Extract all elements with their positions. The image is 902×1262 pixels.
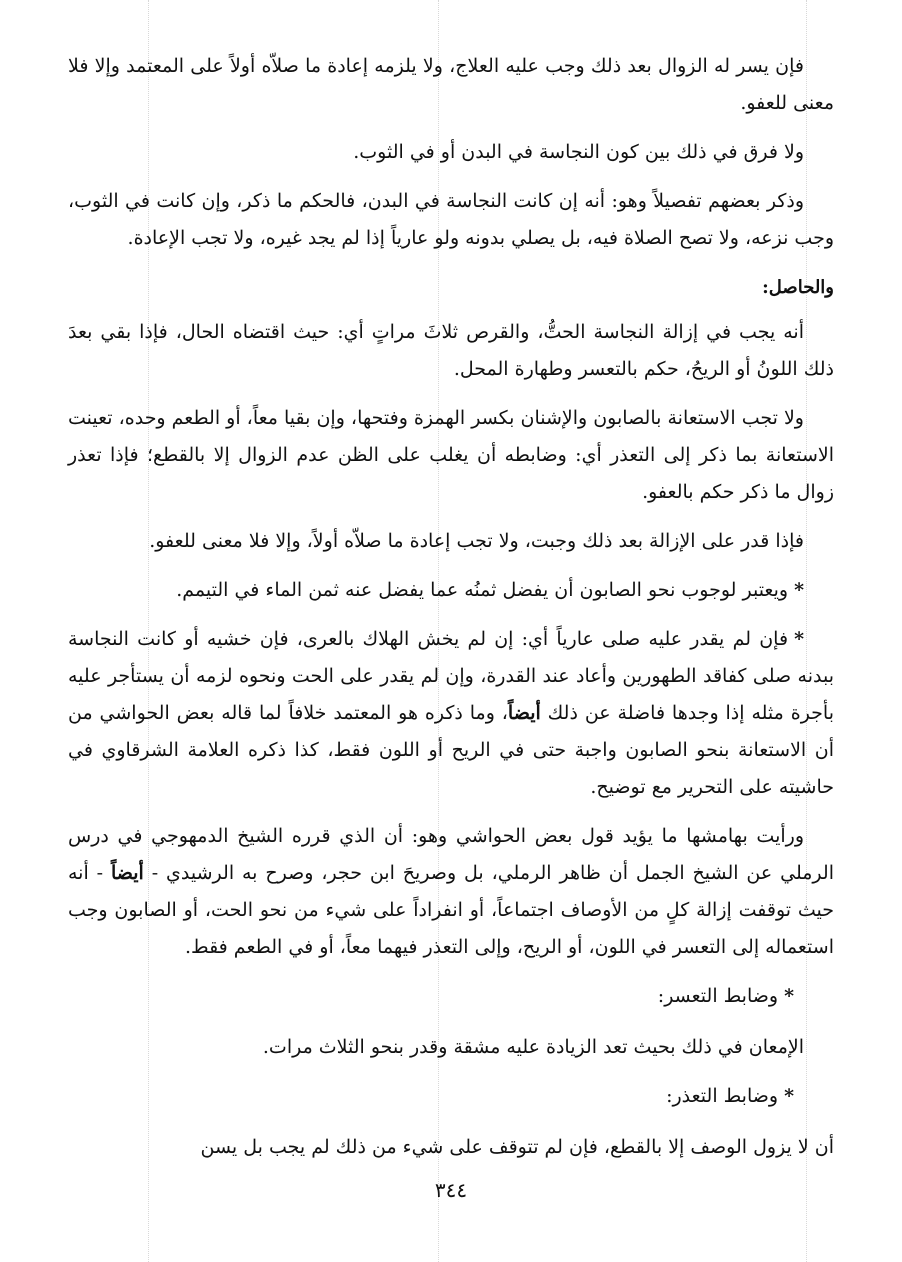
paragraph-7 [68,818,834,966]
paragraph-3: وذكر بعضهم تفصيلاً وهو: أنه إن كانت النجاسة في البدن، فالحكم ما ذكر، وإن كانت في الثوب، وجب نزعه، ولا تصح الصلاة فيه، بل يصلي بدونه ولو عارياً إذا لم يجد غيره، ولا تجب الإعادة. [68,190,834,249]
section-body-tasur: الإمعان في ذلك بحيث تعد الزيادة عليه مشقة وقدر بنحو الثلاث مرات. [262,1036,804,1058]
paragraph-6: فإذا قدر على الإزالة بعد ذلك وجبت، ولا تجب إعادة ما صلاّه أولاً، وإلا فلا معنى للعفو. [149,530,804,552]
starred-text: ويعتبر لوجوب نحو الصابون أن يفضل ثمنُه عما يفضل عنه ثمن الماء في التيمم. [176,579,789,601]
section-title-tasur [68,978,834,1015]
paragraph-5: ولا تجب الاستعانة بالصابون والإشنان بكسر الهمزة وفتحها، وإن بقيا معاً، أو الطعم وحده، تعينت الاستعانة بما ذكر إلى التعذر أي: وضابطه أن يغلب على الظن عدم الزوال إلا بالقطع؛ فإذا تعذر زوال ما ذكر حكم بالعفو. [68,407,834,503]
star-marker: * [784,1085,794,1107]
starred-text-before: فإن لم يقدر عليه صلى عارياً أي: إن لم يخش الهلاك بالعرى، فإن خشيه أو كانت النجاسة ببدنه صلى كفاقد الطهورين وأعاد عند القدرة، وإن لم يقدر على الحت ونحوه لزمه أن يستأجر عليه بأجرة مثله إذا وجدها فاضلة عن ذلك [68,628,834,724]
star-marker: * [794,628,804,650]
emphasis-word: أيضاً [507,702,541,724]
section-title-text: وضابط التعسر: [657,985,779,1007]
section-title-text: وضابط التعذر: [666,1085,779,1107]
paragraph-7-after: - أنه حيث توقفت إزالة كلٍ من الأوصاف اجتماعاً، أو انفراداً على شيء من نحو الحت، أو الصابون وجب استعماله إلى التعسر في اللون، أو الريح، وإلى التعذر فيهما معاً، أو في الطعم فقط. [68,862,834,958]
section-title-taadhur [68,1078,834,1115]
starred-paragraph-2 [68,621,834,806]
paragraph-2: ولا فرق في ذلك بين كون النجاسة في البدن أو في الثوب. [353,141,804,163]
paragraph-7-before: ورأيت بهامشها ما يؤيد قول بعض الحواشي وهو: أن الذي قرره الشيخ الدمهوجي في درس الرملي عن الشيخ الجمل أن ظاهر الرملي، بل وصريحَ ابن حجر، وصرح به الرشيدي - [68,825,834,884]
starred-paragraph-1 [68,572,834,609]
paragraph-1: فإن يسر له الزوال بعد ذلك وجب عليه العلاج، ولا يلزمه إعادة ما صلاّه أولاً على المعتمد وإلا فلا معنى للعفو. [68,55,834,114]
page-number: ٣٤٤ [434,1178,468,1202]
star-marker: * [794,579,804,601]
section-body-taadhur: أن لا يزول الوصف إلا بالقطع، فإن لم تتوقف على شيء من ذلك لم يجب بل يسن [200,1136,834,1158]
section-heading: والحاصل: [762,277,834,298]
paragraph-4: أنه يجب في إزالة النجاسة الحتُّ، والقرص ثلاثَ مراتٍ أي: حيث اقتضاه الحال، فإذا بقي بعدَ ذلك اللونُ أو الريحُ، حكم بالتعسر وطهارة المحل. [68,321,834,380]
emphasis-word: أيضاً [110,862,144,884]
starred-text-after: ، وما ذكره هو المعتمد خلافاً لما قاله بعض الحواشي من أن الاستعانة بنحو الصابون واجبة حتى في الريح أو اللون فقط، كذا ذكره العلامة الشرقاوي في حاشيته على التحرير مع توضيح. [68,702,834,798]
star-marker: * [784,985,794,1007]
main-text [68,48,834,1178]
